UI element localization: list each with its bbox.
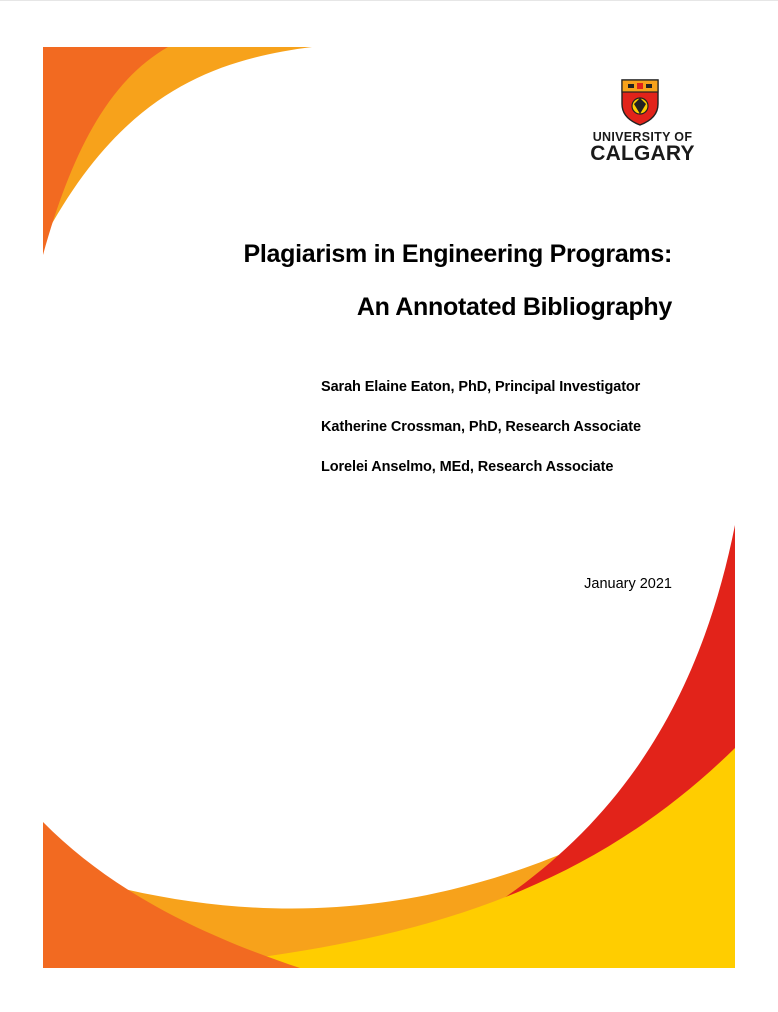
logo-university-of: UNIVERSITY OF [592, 130, 693, 144]
title-line-2: An Annotated Bibliography [356, 293, 672, 321]
title-line-1: Plagiarism in Engineering Programs: [243, 240, 672, 268]
author-3: Lorelei Anselmo, MEd, Research Associate [321, 459, 614, 475]
author-1: Sarah Elaine Eaton, PhD, Principal Investigator [321, 379, 641, 395]
logo-calgary: CALGARY [590, 142, 695, 165]
crest-icon [620, 78, 660, 126]
author-2: Katherine Crossman, PhD, Research Associate [321, 419, 641, 435]
publication-date: January 2021 [584, 576, 672, 592]
university-logo [580, 78, 705, 168]
